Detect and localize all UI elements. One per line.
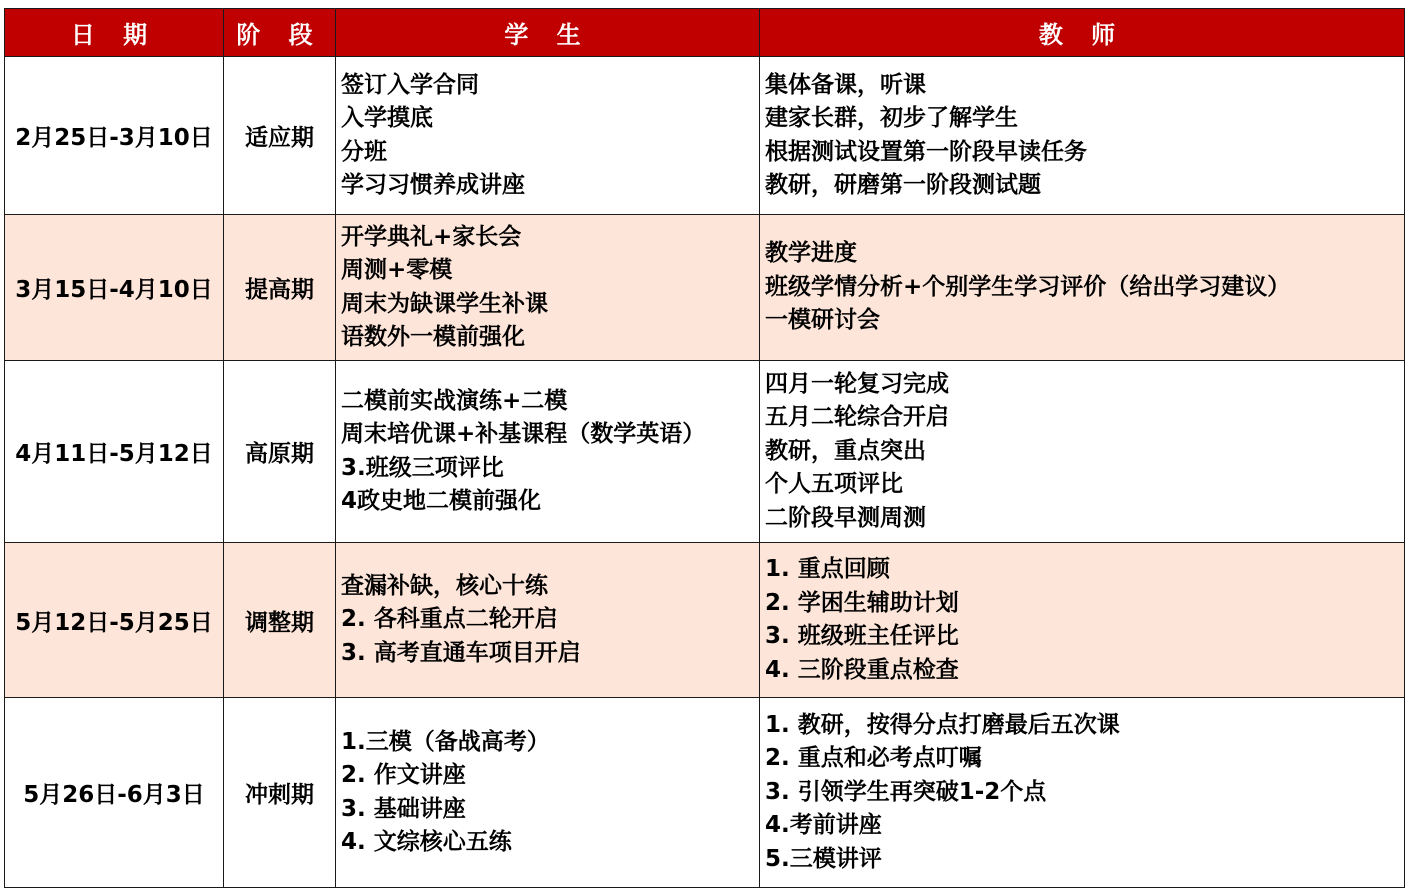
date-cell: 4月11日-5月12日 — [5, 361, 224, 543]
phase-cell: 适应期 — [224, 57, 336, 215]
student-item: 1.三模（备战高考） — [341, 728, 550, 755]
header-row — [5, 9, 1405, 57]
student-item: 周测+零模 — [341, 257, 453, 283]
teacher-item: 个人五项评比 — [765, 471, 903, 498]
table-row — [5, 543, 1405, 698]
teacher-item: 2. 学困生辅助计划 — [765, 589, 959, 616]
phase-cell: 调整期 — [224, 543, 336, 698]
teacher-item: 教学进度 — [765, 240, 857, 267]
teacher-cell — [760, 543, 1405, 698]
teacher-cell — [760, 361, 1405, 543]
date-cell: 3月15日-4月10日 — [5, 215, 224, 361]
student-cell — [336, 698, 760, 888]
student-item: 4. 文综核心五练 — [341, 829, 512, 855]
student-item: 入学摸底 — [341, 105, 433, 131]
teacher-item: 1. 重点回顾 — [765, 556, 890, 582]
header-student: 学 生 — [336, 9, 760, 57]
teacher-item: 教研，重点突出 — [765, 437, 926, 464]
teacher-item: 建家长群，初步了解学生 — [765, 105, 1018, 131]
phase-cell: 冲刺期 — [224, 698, 336, 888]
student-item: 3.班级三项评比 — [341, 454, 504, 481]
teacher-item: 二阶段早测周测 — [765, 504, 926, 531]
student-item: 二模前实战演练+二模 — [341, 387, 568, 414]
student-item: 2. 作文讲座 — [341, 762, 466, 788]
student-item: 查漏补缺，核心十练 — [341, 572, 548, 599]
teacher-item: 五月二轮综合开启 — [765, 404, 949, 431]
student-item: 分班 — [341, 138, 387, 165]
teacher-item: 四月一轮复习完成 — [765, 370, 949, 397]
student-cell — [336, 57, 760, 215]
student-item: 2. 各科重点二轮开启 — [341, 606, 558, 633]
teacher-item: 集体备课，听课 — [765, 71, 926, 98]
teacher-item: 4.考前讲座 — [765, 812, 882, 839]
header-date: 日 期 — [5, 9, 224, 57]
teacher-item: 班级学情分析+个别学生学习评价（给出学习建议） — [765, 273, 1291, 300]
date-cell: 2月25日-3月10日 — [5, 57, 224, 215]
phase-cell: 提高期 — [224, 215, 336, 361]
student-item: 周末为缺课学生补课 — [341, 290, 548, 317]
student-item: 4政史地二模前强化 — [341, 488, 542, 514]
header-phase: 阶 段 — [224, 9, 336, 57]
phase-cell: 高原期 — [224, 361, 336, 543]
table-row — [5, 57, 1405, 215]
date-cell: 5月26日-6月3日 — [5, 698, 224, 888]
student-item: 3. 基础讲座 — [341, 795, 466, 822]
table-row — [5, 215, 1405, 361]
student-item: 3. 高考直通车项目开启 — [341, 639, 581, 666]
teacher-item: 教研，研磨第一阶段测试题 — [765, 172, 1041, 198]
teacher-item: 一模研讨会 — [765, 307, 880, 334]
teacher-item: 3. 引领学生再突破1-2个点 — [765, 778, 1047, 805]
teacher-cell — [760, 57, 1405, 215]
schedule-table — [4, 8, 1405, 888]
teacher-item: 3. 班级班主任评比 — [765, 623, 959, 649]
teacher-cell — [760, 215, 1405, 361]
teacher-item: 5.三模讲评 — [765, 845, 882, 872]
student-item: 签订入学合同 — [341, 71, 479, 98]
student-item: 周末培优课+补基课程（数学英语） — [341, 421, 706, 447]
table-row — [5, 361, 1405, 543]
student-cell — [336, 215, 760, 361]
teacher-item: 1. 教研，按得分点打磨最后五次课 — [765, 711, 1120, 738]
table-row — [5, 698, 1405, 888]
teacher-item: 2. 重点和必考点叮嘱 — [765, 745, 982, 772]
student-item: 开学典礼+家长会 — [341, 223, 522, 250]
student-cell — [336, 361, 760, 543]
teacher-item: 根据测试设置第一阶段早读任务 — [765, 138, 1087, 165]
header-teacher: 教 师 — [760, 9, 1405, 57]
student-item: 学习习惯养成讲座 — [341, 172, 525, 198]
date-cell: 5月12日-5月25日 — [5, 543, 224, 698]
student-item: 语数外一模前强化 — [341, 324, 525, 350]
teacher-cell — [760, 698, 1405, 888]
teacher-item: 4. 三阶段重点检查 — [765, 656, 959, 683]
student-cell — [336, 543, 760, 698]
